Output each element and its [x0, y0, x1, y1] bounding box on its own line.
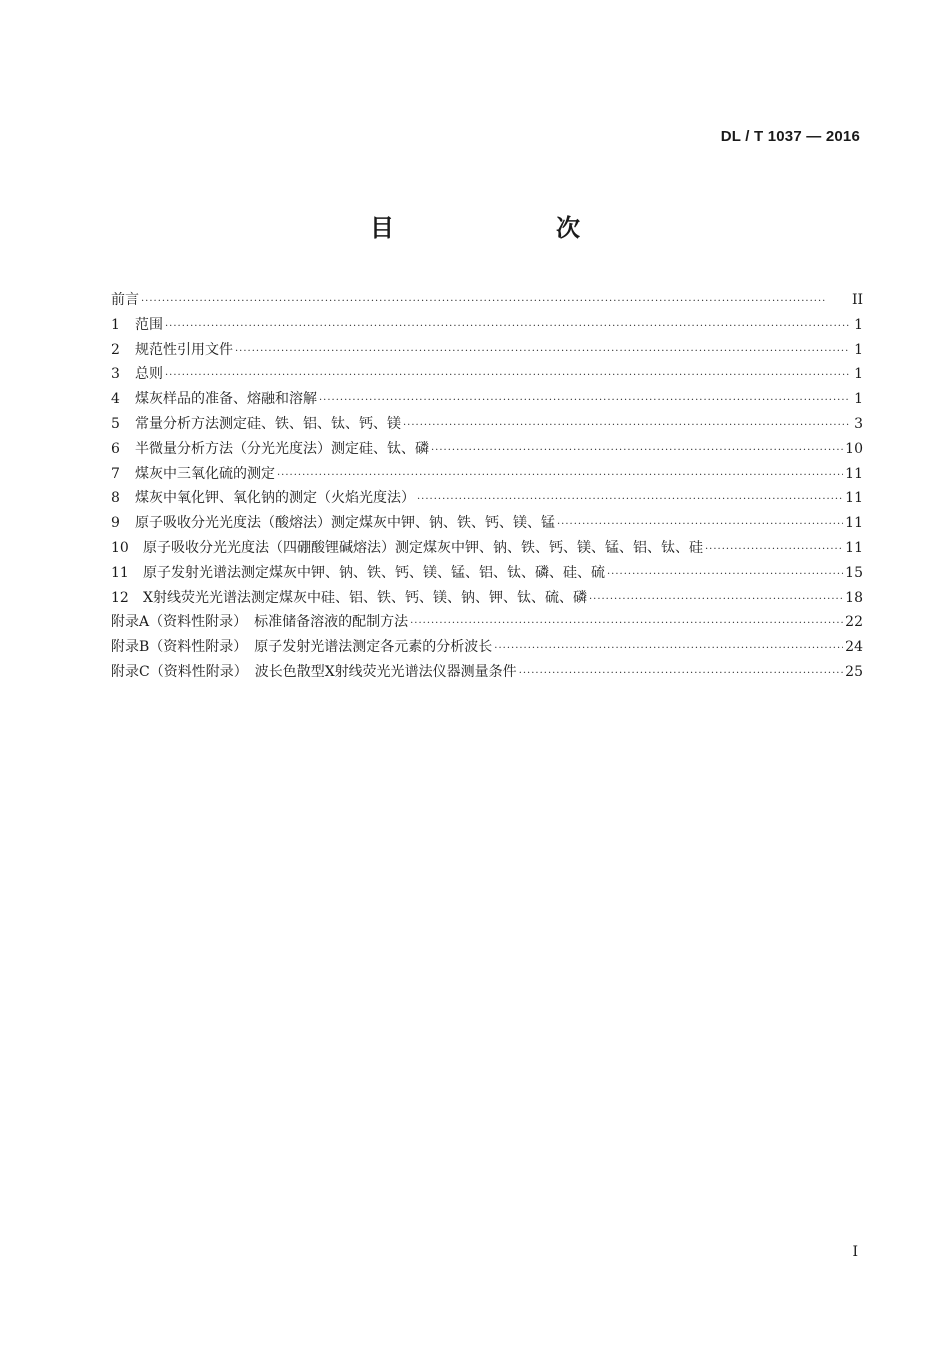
toc-entry-label [111, 536, 703, 561]
toc-dot-leader [589, 588, 843, 613]
toc-entry[interactable] [111, 338, 863, 363]
toc-entry-label [111, 561, 605, 586]
toc-dot-leader [519, 662, 843, 687]
toc-entry-title: 总则 [135, 366, 163, 383]
toc-entry-title: 原子吸收分光光度法（酸熔法）测定煤灰中钾、钠、铁、钙、镁、锰 [135, 515, 555, 532]
toc-entry-label [111, 610, 408, 635]
toc-entry-title: 原子发射光谱法测定煤灰中钾、钠、铁、钙、镁、锰、铝、钛、磷、硅、硫 [143, 564, 605, 581]
toc-entry[interactable] [111, 486, 863, 511]
toc-entry-number: 1 [111, 316, 120, 333]
toc-entry-title: 范围 [135, 316, 163, 333]
toc-entry-label [111, 437, 429, 462]
toc-entry-page: 18 [845, 589, 863, 606]
toc-entry[interactable] [111, 635, 863, 660]
toc-entry[interactable] [111, 660, 863, 685]
toc-entry-page: 1 [854, 366, 863, 383]
toc-entry-number: 10 [111, 539, 129, 556]
page-number: I [852, 1244, 858, 1260]
toc-entry-label [111, 586, 587, 611]
toc-entry-page: 1 [854, 391, 863, 408]
toc-entry-number: 5 [111, 415, 120, 432]
toc-entry-label [111, 511, 555, 536]
toc-entry-number: 6 [111, 440, 120, 457]
toc-entry-page: 1 [854, 316, 863, 333]
toc-entry[interactable] [111, 412, 863, 437]
toc-entry[interactable] [111, 288, 863, 313]
toc-entry-page: 11 [845, 465, 863, 482]
toc-entry[interactable] [111, 387, 863, 412]
toc-dot-leader [141, 290, 849, 315]
toc-entry-page: 11 [845, 539, 863, 556]
toc-entry-page: 24 [845, 639, 863, 656]
toc-dot-leader [235, 340, 849, 365]
toc-entry[interactable] [111, 610, 863, 635]
toc-entry[interactable] [111, 313, 863, 338]
toc-entry[interactable] [111, 586, 863, 611]
toc-entry-label [111, 387, 317, 412]
toc-entry-title: 煤灰中三氧化硫的测定 [135, 465, 275, 482]
toc-entry-page: 11 [845, 490, 863, 507]
toc-dot-leader [705, 538, 843, 563]
toc-entry-label [111, 412, 401, 437]
toc-entry-label [111, 660, 517, 685]
toc-entry-page: 1 [854, 341, 863, 358]
toc-entry-title: 前言 [111, 292, 139, 308]
toc-entry-label [111, 362, 163, 387]
toc-dot-leader [494, 637, 843, 662]
toc-entry-label [111, 486, 415, 511]
toc-entry-title: 附录C（资料性附录） 波长色散型X射线荧光光谱法仪器测量条件 [111, 663, 517, 680]
toc-dot-leader [431, 439, 843, 464]
table-of-contents [111, 288, 863, 685]
toc-dot-leader [403, 414, 849, 439]
toc-dot-leader [417, 488, 843, 513]
toc-entry-page: 11 [845, 515, 863, 532]
toc-entry-label [111, 462, 275, 487]
toc-entry[interactable] [111, 536, 863, 561]
toc-entry-number: 7 [111, 465, 120, 482]
toc-entry-label [111, 338, 233, 363]
standard-code: DL / T 1037 — 2016 [720, 128, 860, 145]
toc-entry-title: 半微量分析方法（分光光度法）测定硅、钛、磷 [135, 440, 429, 457]
toc-entry-title: 常量分析方法测定硅、铁、铝、钛、钙、镁 [135, 415, 401, 432]
toc-dot-leader [277, 464, 843, 489]
toc-entry[interactable] [111, 462, 863, 487]
toc-dot-leader [165, 364, 849, 389]
toc-dot-leader [607, 563, 843, 588]
toc-entry-title: 煤灰中氧化钾、氧化钠的测定（火焰光度法） [135, 490, 415, 507]
toc-entry-number: 11 [111, 564, 129, 581]
page-title: 目 次 [370, 214, 618, 242]
toc-entry-title: 规范性引用文件 [135, 341, 233, 358]
toc-entry-number: 3 [111, 366, 120, 383]
toc-dot-leader [410, 612, 843, 637]
toc-dot-leader [165, 315, 849, 340]
toc-entry[interactable] [111, 561, 863, 586]
toc-entry[interactable] [111, 437, 863, 462]
toc-entry-title: 附录A（资料性附录） 标准储备溶液的配制方法 [111, 614, 409, 631]
toc-entry-title: 煤灰样品的准备、熔融和溶解 [135, 391, 317, 408]
toc-entry-page: 22 [845, 614, 863, 631]
toc-entry-title: X射线荧光光谱法测定煤灰中硅、铝、铁、钙、镁、钠、钾、钛、硫、磷 [143, 589, 587, 606]
toc-entry-number: 4 [111, 391, 120, 408]
toc-entry-label [111, 313, 163, 338]
toc-entry-page: 10 [845, 440, 863, 457]
toc-entry-label [111, 635, 492, 660]
toc-entry-title: 原子吸收分光光度法（四硼酸锂碱熔法）测定煤灰中钾、钠、铁、钙、镁、锰、铝、钛、硅 [143, 539, 703, 556]
toc-entry-page: 25 [845, 663, 863, 680]
toc-entry-number: 9 [111, 515, 120, 532]
toc-dot-leader [319, 389, 849, 414]
toc-entry-number: 12 [111, 589, 129, 606]
toc-entry[interactable] [111, 362, 863, 387]
toc-entry-label [111, 288, 139, 313]
toc-entry-page: 3 [854, 415, 863, 432]
toc-entry-page: 15 [845, 564, 863, 581]
toc-entry-number: 2 [111, 341, 120, 358]
toc-entry-title: 附录B（资料性附录） 原子发射光谱法测定各元素的分析波长 [111, 639, 493, 656]
toc-dot-leader [557, 513, 843, 538]
toc-entry-number: 8 [111, 490, 120, 507]
toc-entry-page: II [851, 292, 863, 308]
toc-entry[interactable] [111, 511, 863, 536]
